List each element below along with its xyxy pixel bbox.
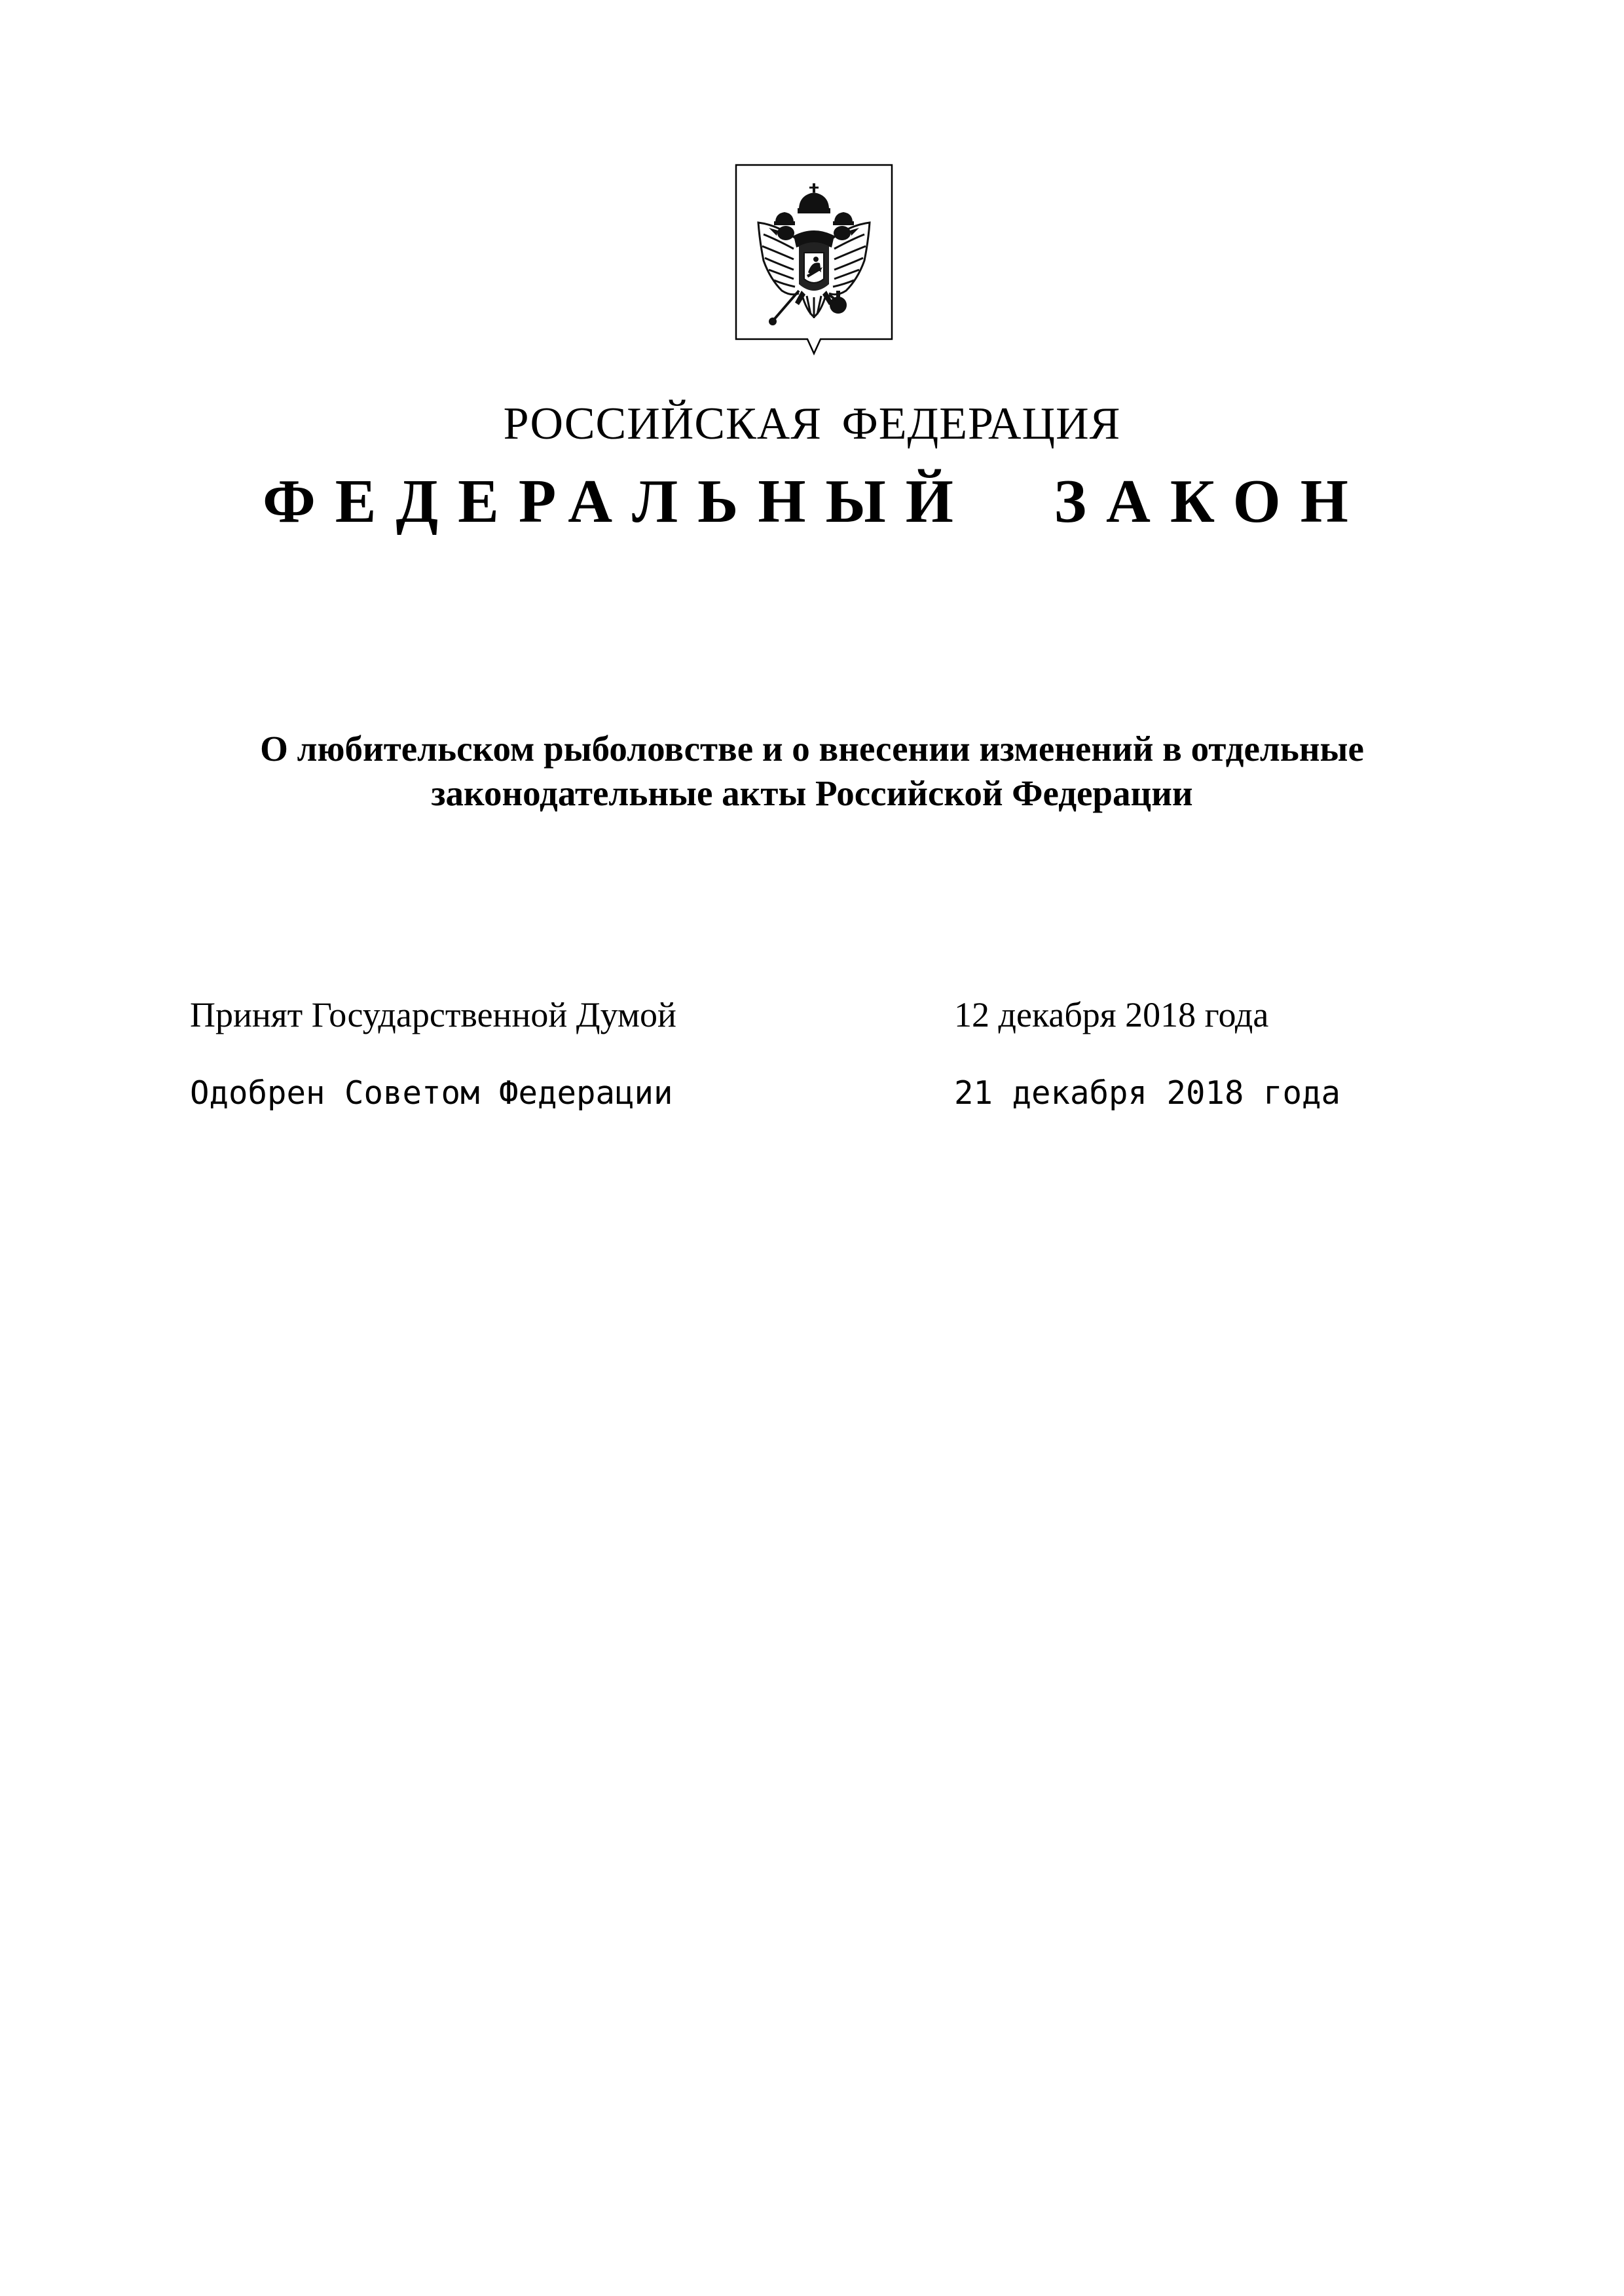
council-approval-row [0, 1067, 1624, 1120]
law-title [131, 727, 1493, 816]
duma-adoption-date: 12 декабря 2018 года [954, 995, 1269, 1034]
coat-of-arms-icon [733, 162, 895, 359]
council-approval-date: 21 декабря 2018 года [954, 1074, 1341, 1112]
law-title-line-1: О любительском рыболовстве и о внесении изменений в отдельные [260, 729, 1364, 769]
duma-adoption-row [0, 989, 1624, 1041]
document-type: ФЕДЕРАЛЬНЫЙ ЗАКОН [263, 467, 1368, 536]
duma-adoption-label: Принят Государственной Думой [190, 995, 676, 1034]
country-name: РОССИЙСКАЯ ФЕДЕРАЦИЯ [503, 399, 1121, 449]
council-approval-label: Одобрен Советом Федерации [190, 1074, 673, 1112]
law-title-line-2: законодательные акты Российской Федерации [431, 773, 1193, 813]
